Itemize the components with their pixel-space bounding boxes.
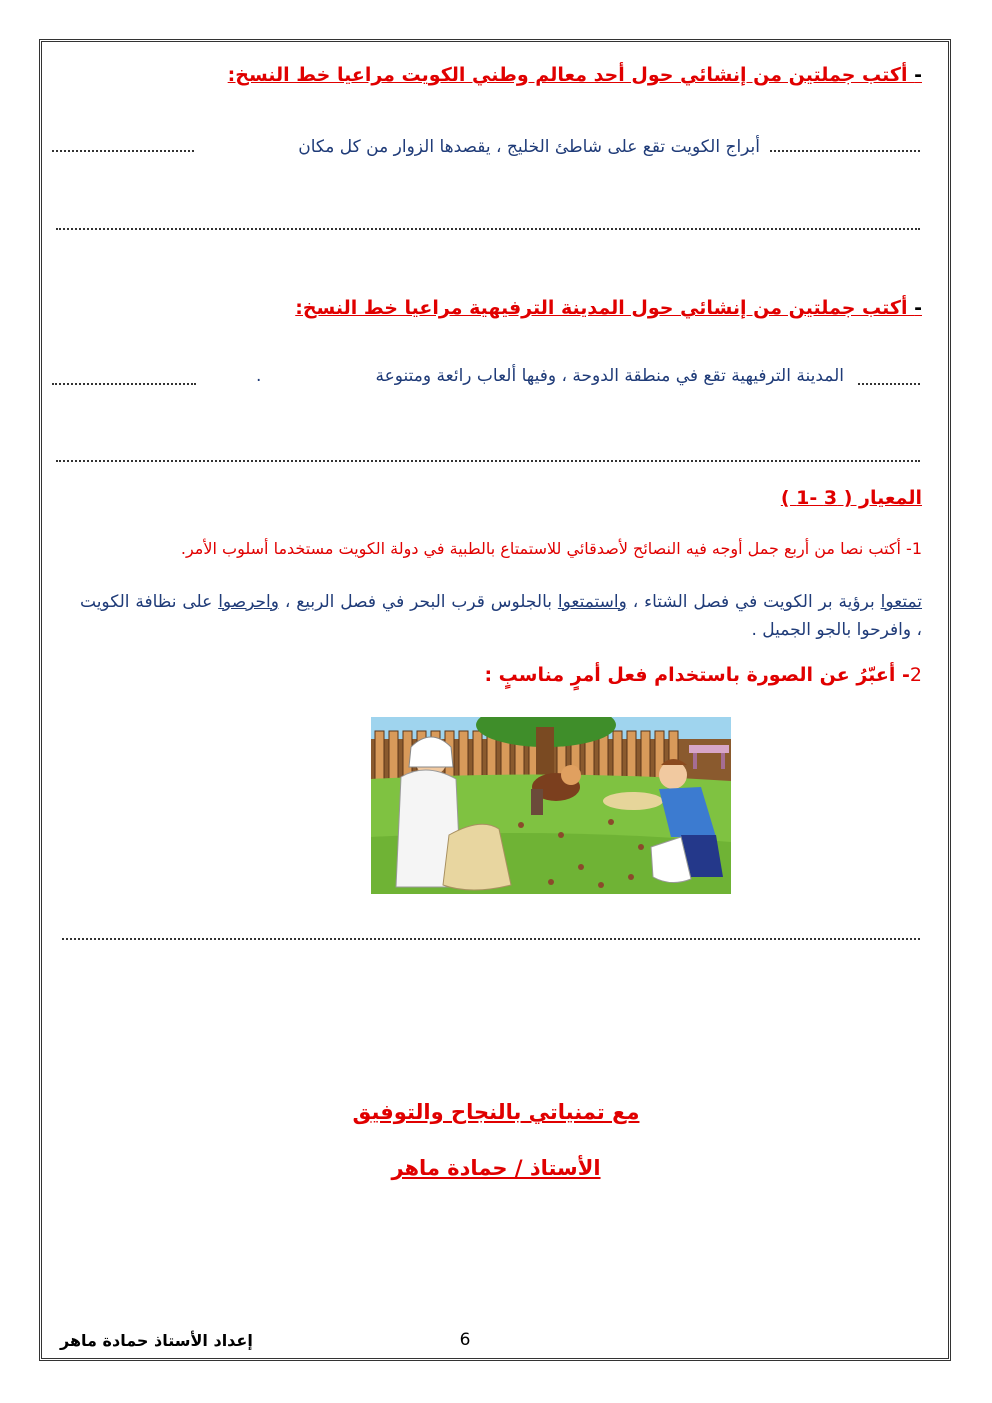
task1-answer xyxy=(80,588,922,644)
task2-text: - أعبّرُ عن الصورة باستخدام فعل أمرٍ مناسبٍ : xyxy=(484,664,910,686)
section1-title-text: أكتب جملتين من إنشائي حول أحد معالم وطني الكويت مراعيا خط النسخ: xyxy=(227,64,908,86)
imperative-verb: واحرصوا xyxy=(218,592,279,612)
section2-title-text: أكتب جملتين من إنشائي حول المدينة الترفيهية مراعيا خط النسخ: xyxy=(295,297,908,319)
task1-number: 1 xyxy=(911,539,922,558)
answer-segment: برؤية بر الكويت في فصل الشتاء ، xyxy=(626,592,881,612)
imperative-verb: تمتعوا xyxy=(880,592,923,612)
answer-line-dots xyxy=(56,460,920,462)
answer-line-dots xyxy=(52,150,194,152)
section1-dash: - xyxy=(914,64,922,86)
page-number: 6 xyxy=(459,1330,471,1350)
task1-prompt xyxy=(181,539,922,558)
section2-title xyxy=(295,297,922,319)
imperative-verb: واستمتعوا xyxy=(557,592,627,612)
section1-title xyxy=(228,64,922,86)
footer-author: إعداد الأستاذ حمادة ماهر xyxy=(60,1331,253,1350)
answer-line-dots xyxy=(62,938,920,940)
answer-segment: بالجلوس قرب البحر في فصل الربيع ، xyxy=(278,592,558,612)
answer-line-dots xyxy=(56,228,920,230)
section2-answer: المدينة الترفيهية تقع في منطقة الدوحة ، وفيها ألعاب رائعة ومتنوعة xyxy=(375,366,844,386)
answer-line-dots xyxy=(858,383,920,385)
task2-number: 2 xyxy=(909,664,922,686)
answer-segment: على نظافة الكويت ، وافرحوا بالجو الجميل . xyxy=(80,592,922,640)
park-cleaning-illustration xyxy=(371,717,731,894)
section1-answer: أبراج الكويت تقع على شاطئ الخليج ، يقصدها الزوار من كل مكان xyxy=(298,137,760,157)
teacher-signature: الأستاذ / حمادة ماهر xyxy=(391,1156,601,1180)
section2-dash: - xyxy=(914,297,922,319)
task1-text: - أكتب نصا من أربع جمل أوجه فيه النصائح لأصدقائي للاستمتاع بالطبية في دولة الكويت مستخدما أسلوب الأمر. xyxy=(180,539,912,558)
criterion-title: المعيار ( 3 -1 ) xyxy=(780,487,922,509)
closing-wish: مع تمنياتي بالنجاح والتوفيق xyxy=(352,1100,640,1124)
answer-line-dots xyxy=(52,383,196,385)
answer-line-dots xyxy=(770,150,920,152)
task2-prompt xyxy=(484,664,922,686)
section2-answer-period: . xyxy=(256,366,262,386)
